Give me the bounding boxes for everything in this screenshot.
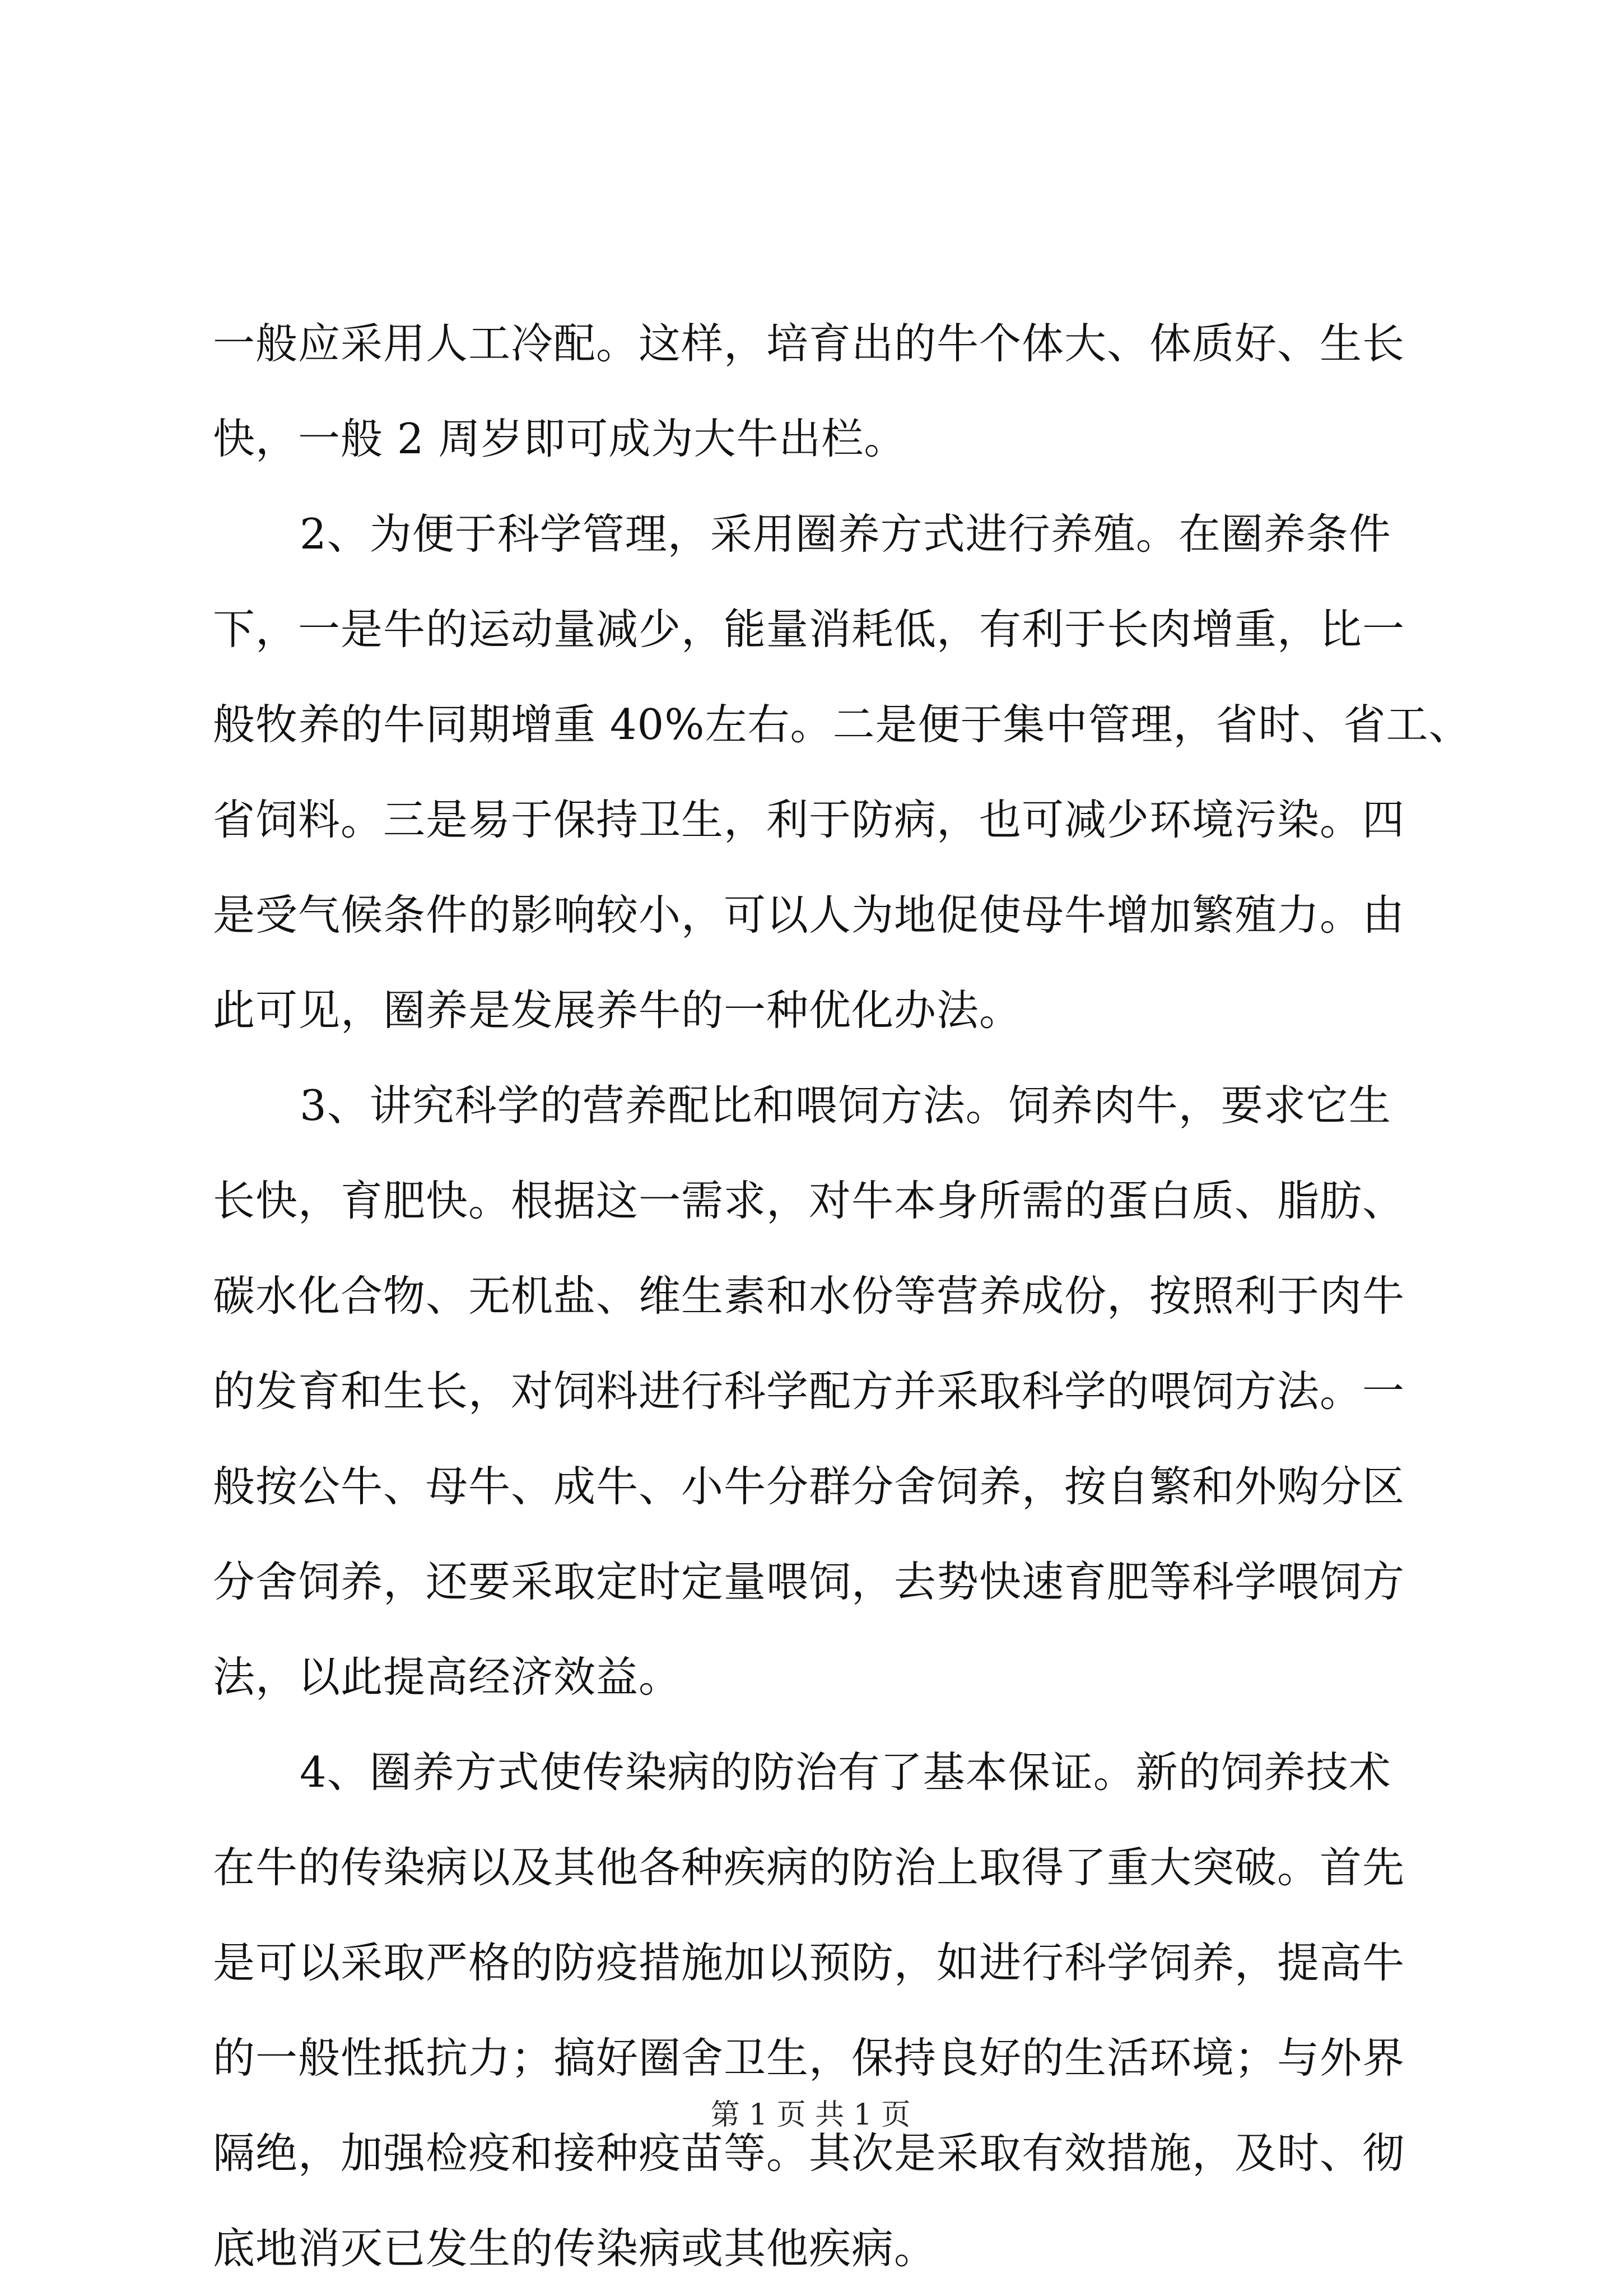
text-line: 碳水化合物、无机盐、维生素和水份等营养成份，按照利于肉牛 xyxy=(213,1271,1405,1321)
text-line: 快，一般 2 周岁即可成为大牛出栏。 xyxy=(213,414,907,463)
text-line: 一般应采用人工冷配。这样，培育出的牛个体大、体质好、生长 xyxy=(213,319,1405,368)
text-line: 此可见，圈养是发展养牛的一种优化办法。 xyxy=(213,986,1022,1035)
paragraph-2-first-line: 2、为便于科学管理，采用圈养方式进行养殖。在圈养条件 xyxy=(300,509,1391,559)
text-line: 下，一是牛的运动量减少，能量消耗低，有利于长肉增重，比一 xyxy=(213,605,1405,654)
text-line: 的一般性抵抗力；搞好圈舍卫生，保持良好的生活环境；与外界 xyxy=(213,2033,1405,2083)
text-line: 在牛的传染病以及其他各种疾病的防治上取得了重大突破。首先 xyxy=(213,1843,1405,1892)
text-line: 法，以此提高经济效益。 xyxy=(213,1652,682,1702)
text-line: 的发育和生长，对饲料进行科学配方并采取科学的喂饲方法。一 xyxy=(213,1367,1405,1416)
page-footer: 第 1 页 共 1 页 xyxy=(710,2098,911,2132)
text-line: 般按公牛、母牛、成牛、小牛分群分舍饲养，按自繁和外购分区 xyxy=(213,1462,1405,1511)
paragraph-4-first-line: 4、圈养方式使传染病的防治有了基本保证。新的饲养技术 xyxy=(300,1747,1391,1797)
text-line: 底地消灭已发生的传染病或其他疾病。 xyxy=(213,2224,937,2273)
text-line: 长快，育肥快。根据这一需求，对牛本身所需的蛋白质、脂肪、 xyxy=(213,1176,1405,1225)
text-line: 般牧养的牛同期增重 40%左右。二是便于集中管理，省时、省工、 xyxy=(213,700,1471,749)
text-line: 分舍饲养，还要采取定时定量喂饲，去势快速育肥等科学喂饲方 xyxy=(213,1557,1405,1606)
text-line: 隔绝，加强检疫和接种疫苗等。其次是采取有效措施，及时、彻 xyxy=(213,2128,1405,2178)
paragraph-3-first-line: 3、讲究科学的营养配比和喂饲方法。饲养肉牛，要求它生 xyxy=(300,1081,1391,1130)
body-text xyxy=(213,296,1471,2296)
text-line: 省饲料。三是易于保持卫生，利于防病，也可减少环境污染。四 xyxy=(213,795,1405,844)
text-line: 是受气候条件的影响较小，可以人为地促使母牛增加繁殖力。由 xyxy=(213,890,1405,940)
text-line: 是可以采取严格的防疫措施加以预防，如进行科学饲养，提高牛 xyxy=(213,1938,1405,1987)
